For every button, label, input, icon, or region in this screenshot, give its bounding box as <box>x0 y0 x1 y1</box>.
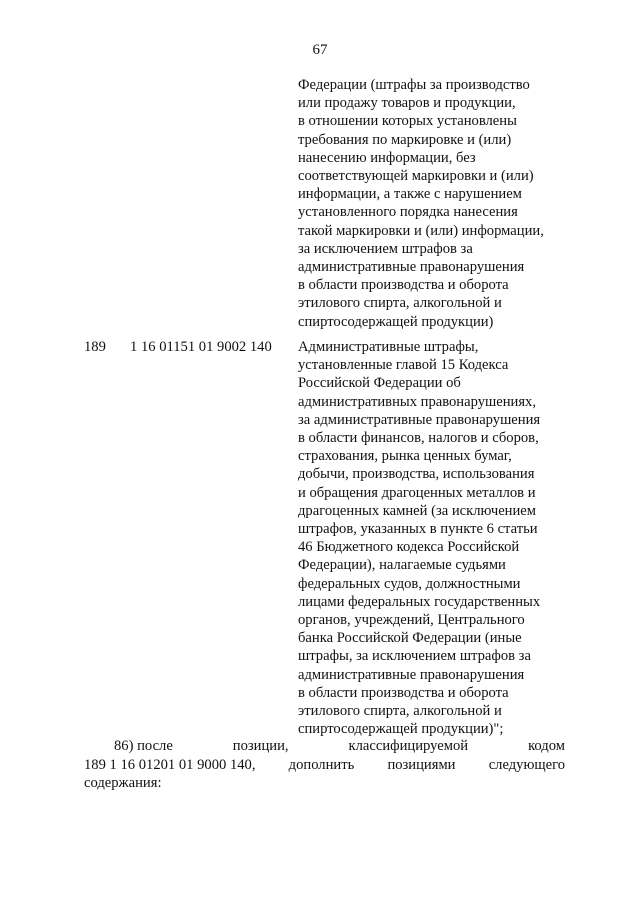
entry-description: Административные штрафы, установленные главой 15 Кодекса Российской Федерации об административных правонарушениях, за административные правонарушения в области финансов, налогов и сборов, страхования, рынка ценных бумаг, добычи, производства, использования и обращения драгоценных металлов и драгоценных камней (за исключением штрафов, указанных в пункте 6 статьи 46 Бюджетного кодекса Российской Федерации), налагаемые судьями федеральных судов, должностными лицами федеральных государственных органов, учреждений, Центрального банка Российской Федерации (иные штрафы, за исключением штрафов за административные правонарушения в области производства и оборота этилового спирта, алкогольной и спиртосодержащей продукции)"; <box>298 339 541 738</box>
paragraph-word: следующего <box>488 756 565 773</box>
page-number: 67 <box>312 42 328 58</box>
continuation-description: Федерации (штрафы за производство или продажу товаров и продукции, в отношении которых установлены требования по маркировке и (или) нанесению информации, без соответствующей маркировки и (или) информации, а также с нарушением установленного порядка нанесения такой маркировки и (или) информации, за исключением штрафов за административные правонарушения в области производства и оборота этилового спирта, алкогольной и спиртосодержащей продукции) <box>298 77 544 330</box>
paragraph-word: позиции, <box>232 738 289 754</box>
amendment-paragraph <box>84 737 565 793</box>
paragraph-line-1 <box>84 737 565 756</box>
entry-code: 1 16 01151 01 9002 140 <box>130 339 272 355</box>
paragraph-word: позициями <box>387 756 456 773</box>
paragraph-word: кодом <box>528 738 565 754</box>
paragraph-word: 86) после <box>114 738 173 754</box>
paragraph-word: 189 1 16 01201 01 9000 140, <box>84 756 256 773</box>
paragraph-word: содержания: <box>84 775 162 791</box>
paragraph-word: дополнить <box>288 756 355 773</box>
paragraph-line-2 <box>84 756 565 775</box>
paragraph-line-3 <box>84 774 565 793</box>
entry-number: 189 <box>84 339 106 355</box>
paragraph-word: классифицируемой <box>348 738 469 754</box>
